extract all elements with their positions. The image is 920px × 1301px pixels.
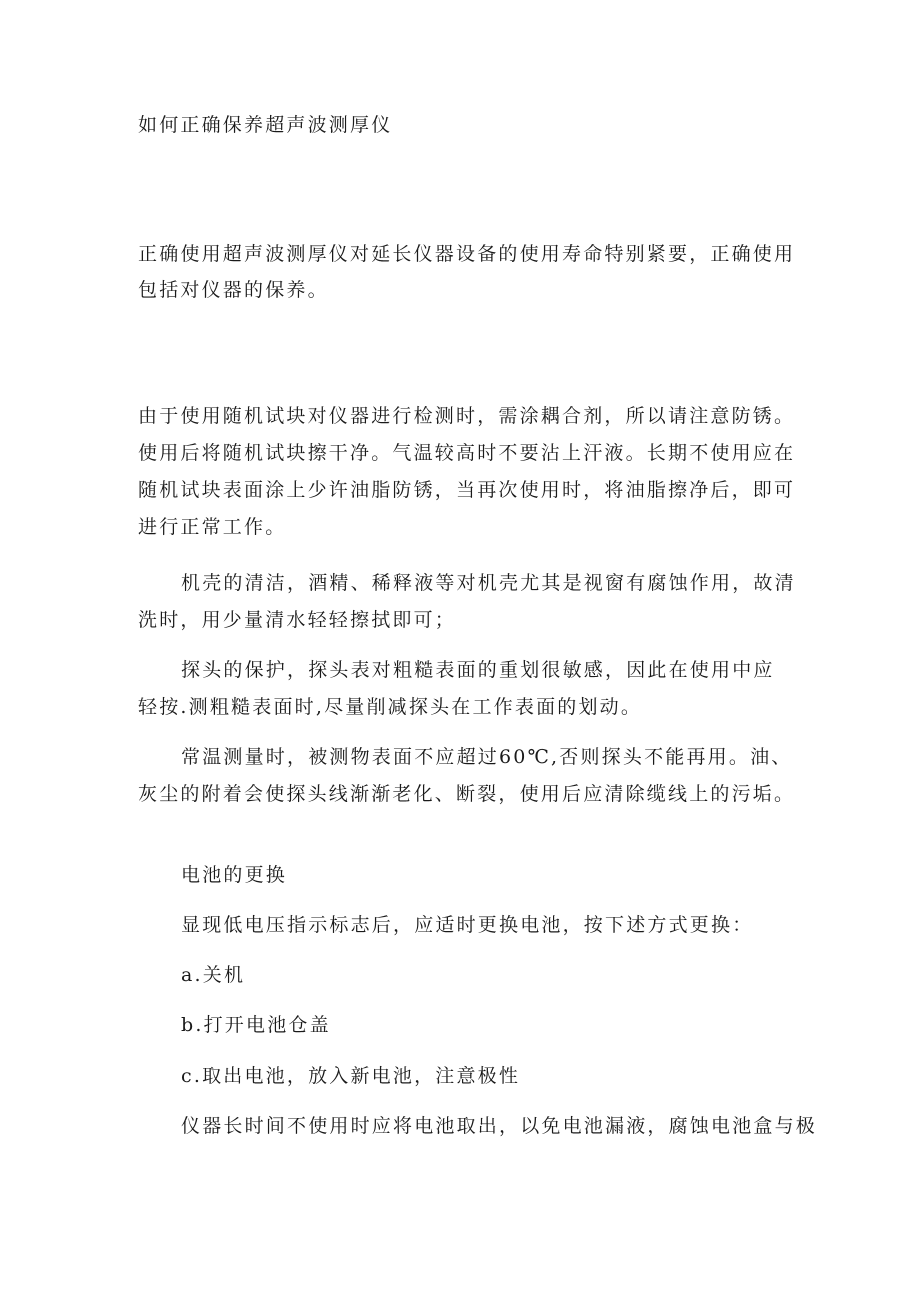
document-title: 如何正确保养超声波测厚仪 — [138, 114, 393, 136]
battery-step: c.取出电池，放入新电池，注意极性 — [181, 1065, 521, 1087]
battery-storage-paragraph: 仪器长时间不使用时应将电池取出，以免电池漏液，腐蚀电池盒与极 — [181, 1115, 818, 1137]
housing-cleaning-paragraph: 机壳的清洁，酒精、稀释液等对机壳尤其是视窗有腐蚀作用，故清洗时，用少量清水轻轻擦拭即可； — [138, 572, 796, 631]
probe-protection-paragraph: 探头的保护，探头表对粗糙表面的重划很敏感，因此在使用中应轻按.测粗糙表面时,尽量削减探头在工作表面的划动。 — [138, 659, 775, 718]
intro-paragraph: 正确使用超声波测厚仪对延长仪器设备的使用寿命特别紧要，正确使用包括对仪器的保养。 — [138, 243, 796, 301]
battery-heading: 电池的更换 — [181, 864, 288, 886]
temperature-paragraph: 常温测量时，被测物表面不应超过60℃,否则探头不能再用。油、灰尘的附着会使探头线渐渐老化、断裂，使用后应清除缆线上的污垢。 — [138, 746, 796, 805]
battery-step: b.打开电池仓盖 — [181, 1014, 331, 1036]
battery-intro: 显现低电压指示标志后，应适时更换电池，按下述方式更换： — [181, 914, 754, 936]
battery-step: a.关机 — [181, 964, 246, 986]
test-block-paragraph: 由于使用随机试块对仪器进行检测时，需涂耦合剂，所以请注意防锈。使用后将随机试块擦干净。气温较高时不要沾上汗液。长期不使用应在随机试块表面涂上少许油脂防锈，当再次使用时，将油脂擦净后，即可进行正常工作。 — [138, 405, 796, 538]
